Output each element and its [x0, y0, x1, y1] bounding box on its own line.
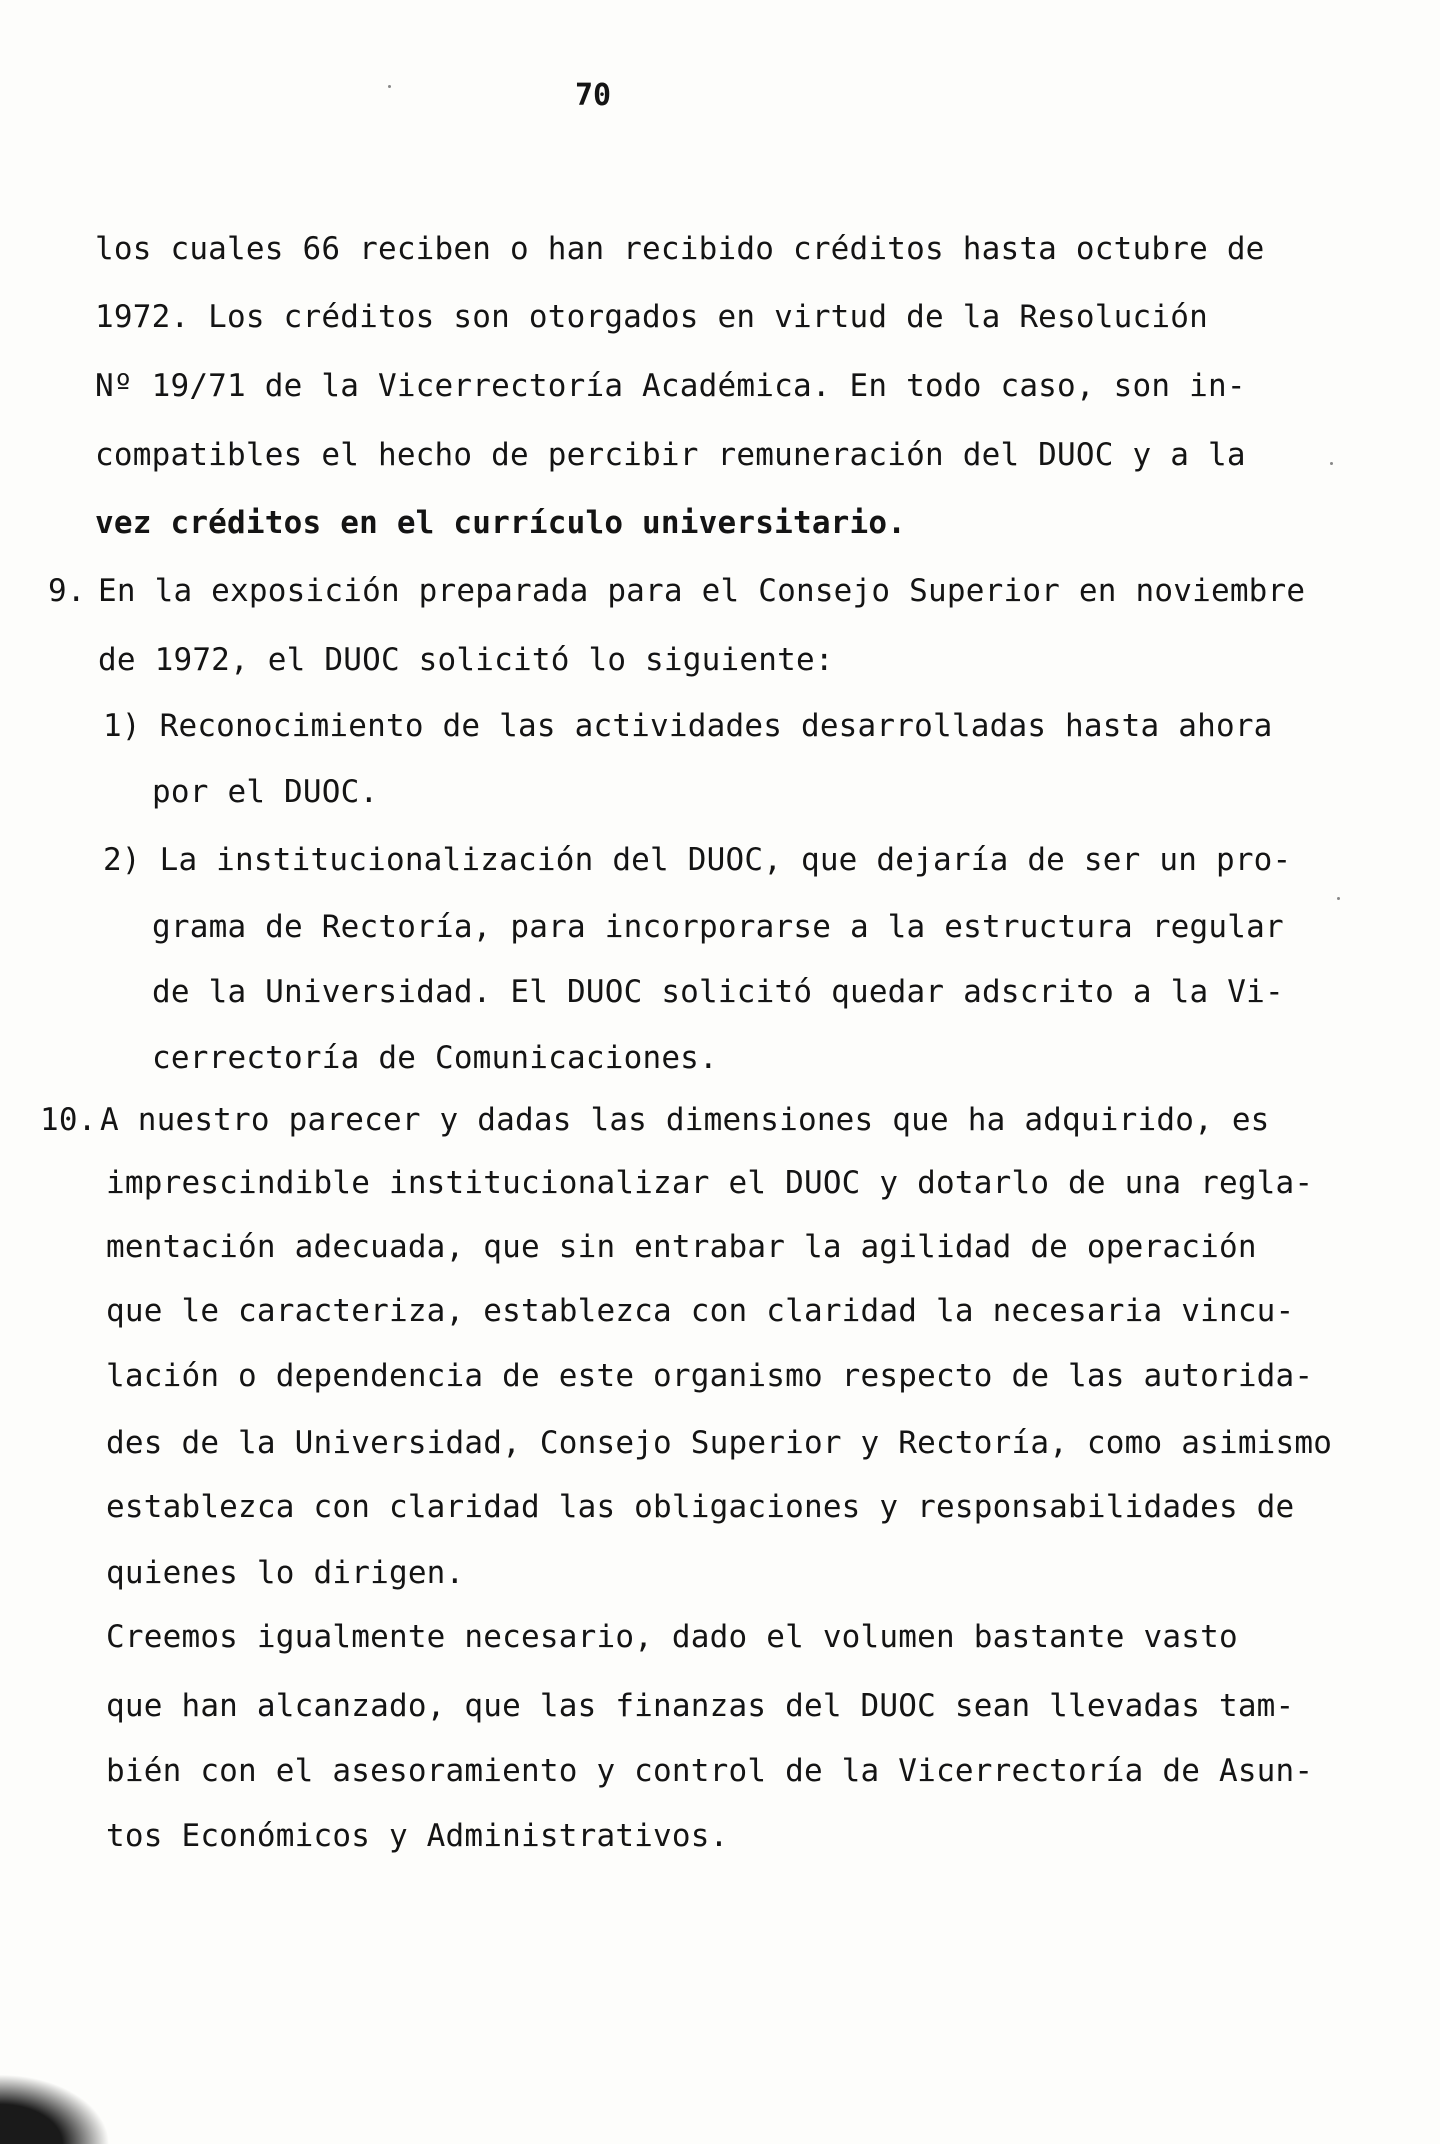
- text-line-19: des de la Universidad, Consejo Superior y Rectoría, como asimismo: [106, 1425, 1333, 1461]
- text-line-1: los cuales 66 reciben o han recibido créditos hasta octubre de: [95, 231, 1265, 267]
- item-10-marker: 10.: [40, 1102, 97, 1138]
- text-line-13: cerrectoría de Comunicaciones.: [152, 1040, 718, 1076]
- text-line-6: En la exposición preparada para el Consejo Superior en noviembre: [98, 573, 1306, 609]
- text-line-12: de la Universidad. El DUOC solicitó quedar adscrito a la Vi-: [152, 974, 1284, 1010]
- scan-corner-shadow: [0, 2074, 110, 2144]
- text-line-17: que le caracteriza, establezca con claridad la necesaria vincu-: [106, 1293, 1295, 1329]
- text-line-11: grama de Rectoría, para incorporarse a la estructura regular: [152, 909, 1284, 945]
- text-line-14: A nuestro parecer y dadas las dimensiones que ha adquirido, es: [100, 1102, 1270, 1138]
- text-line-8: 1) Reconocimiento de las actividades desarrolladas hasta ahora: [103, 708, 1273, 744]
- text-line-25: tos Económicos y Administrativos.: [106, 1818, 729, 1854]
- text-line-2: 1972. Los créditos son otorgados en virtud de la Resolución: [95, 299, 1208, 335]
- page-number: 70: [575, 78, 612, 113]
- text-line-4: compatibles el hecho de percibir remuneración del DUOC y a la: [95, 437, 1246, 473]
- text-line-9: por el DUOC.: [152, 774, 379, 810]
- text-line-22: Creemos igualmente necesario, dado el volumen bastante vasto: [106, 1619, 1238, 1655]
- text-line-18: lación o dependencia de este organismo respecto de las autorida-: [106, 1358, 1314, 1394]
- text-line-10: 2) La institucionalización del DUOC, que dejaría de ser un pro-: [103, 842, 1292, 878]
- text-line-20: establezca con claridad las obligaciones y responsabilidades de: [106, 1489, 1295, 1525]
- text-line-16: mentación adecuada, que sin entrabar la agilidad de operación: [106, 1229, 1257, 1265]
- scan-speck: [1330, 462, 1333, 465]
- item-9-marker: 9.: [48, 573, 86, 609]
- text-line-15: imprescindible institucionalizar el DUOC y dotarlo de una regla-: [106, 1165, 1314, 1201]
- text-line-21: quienes lo dirigen.: [106, 1555, 465, 1591]
- text-line-24: bién con el asesoramiento y control de la Vicerrectoría de Asun-: [106, 1753, 1314, 1789]
- scan-speck: [1337, 897, 1340, 900]
- text-line-7: de 1972, el DUOC solicitó lo siguiente:: [98, 642, 834, 678]
- text-line-3: Nº 19/71 de la Vicerrectoría Académica. En todo caso, son in-: [95, 368, 1246, 404]
- text-line-5: vez créditos en el currículo universitario.: [95, 505, 907, 541]
- text-line-23: que han alcanzado, que las finanzas del DUOC sean llevadas tam-: [106, 1688, 1295, 1724]
- scan-speck: [388, 85, 391, 88]
